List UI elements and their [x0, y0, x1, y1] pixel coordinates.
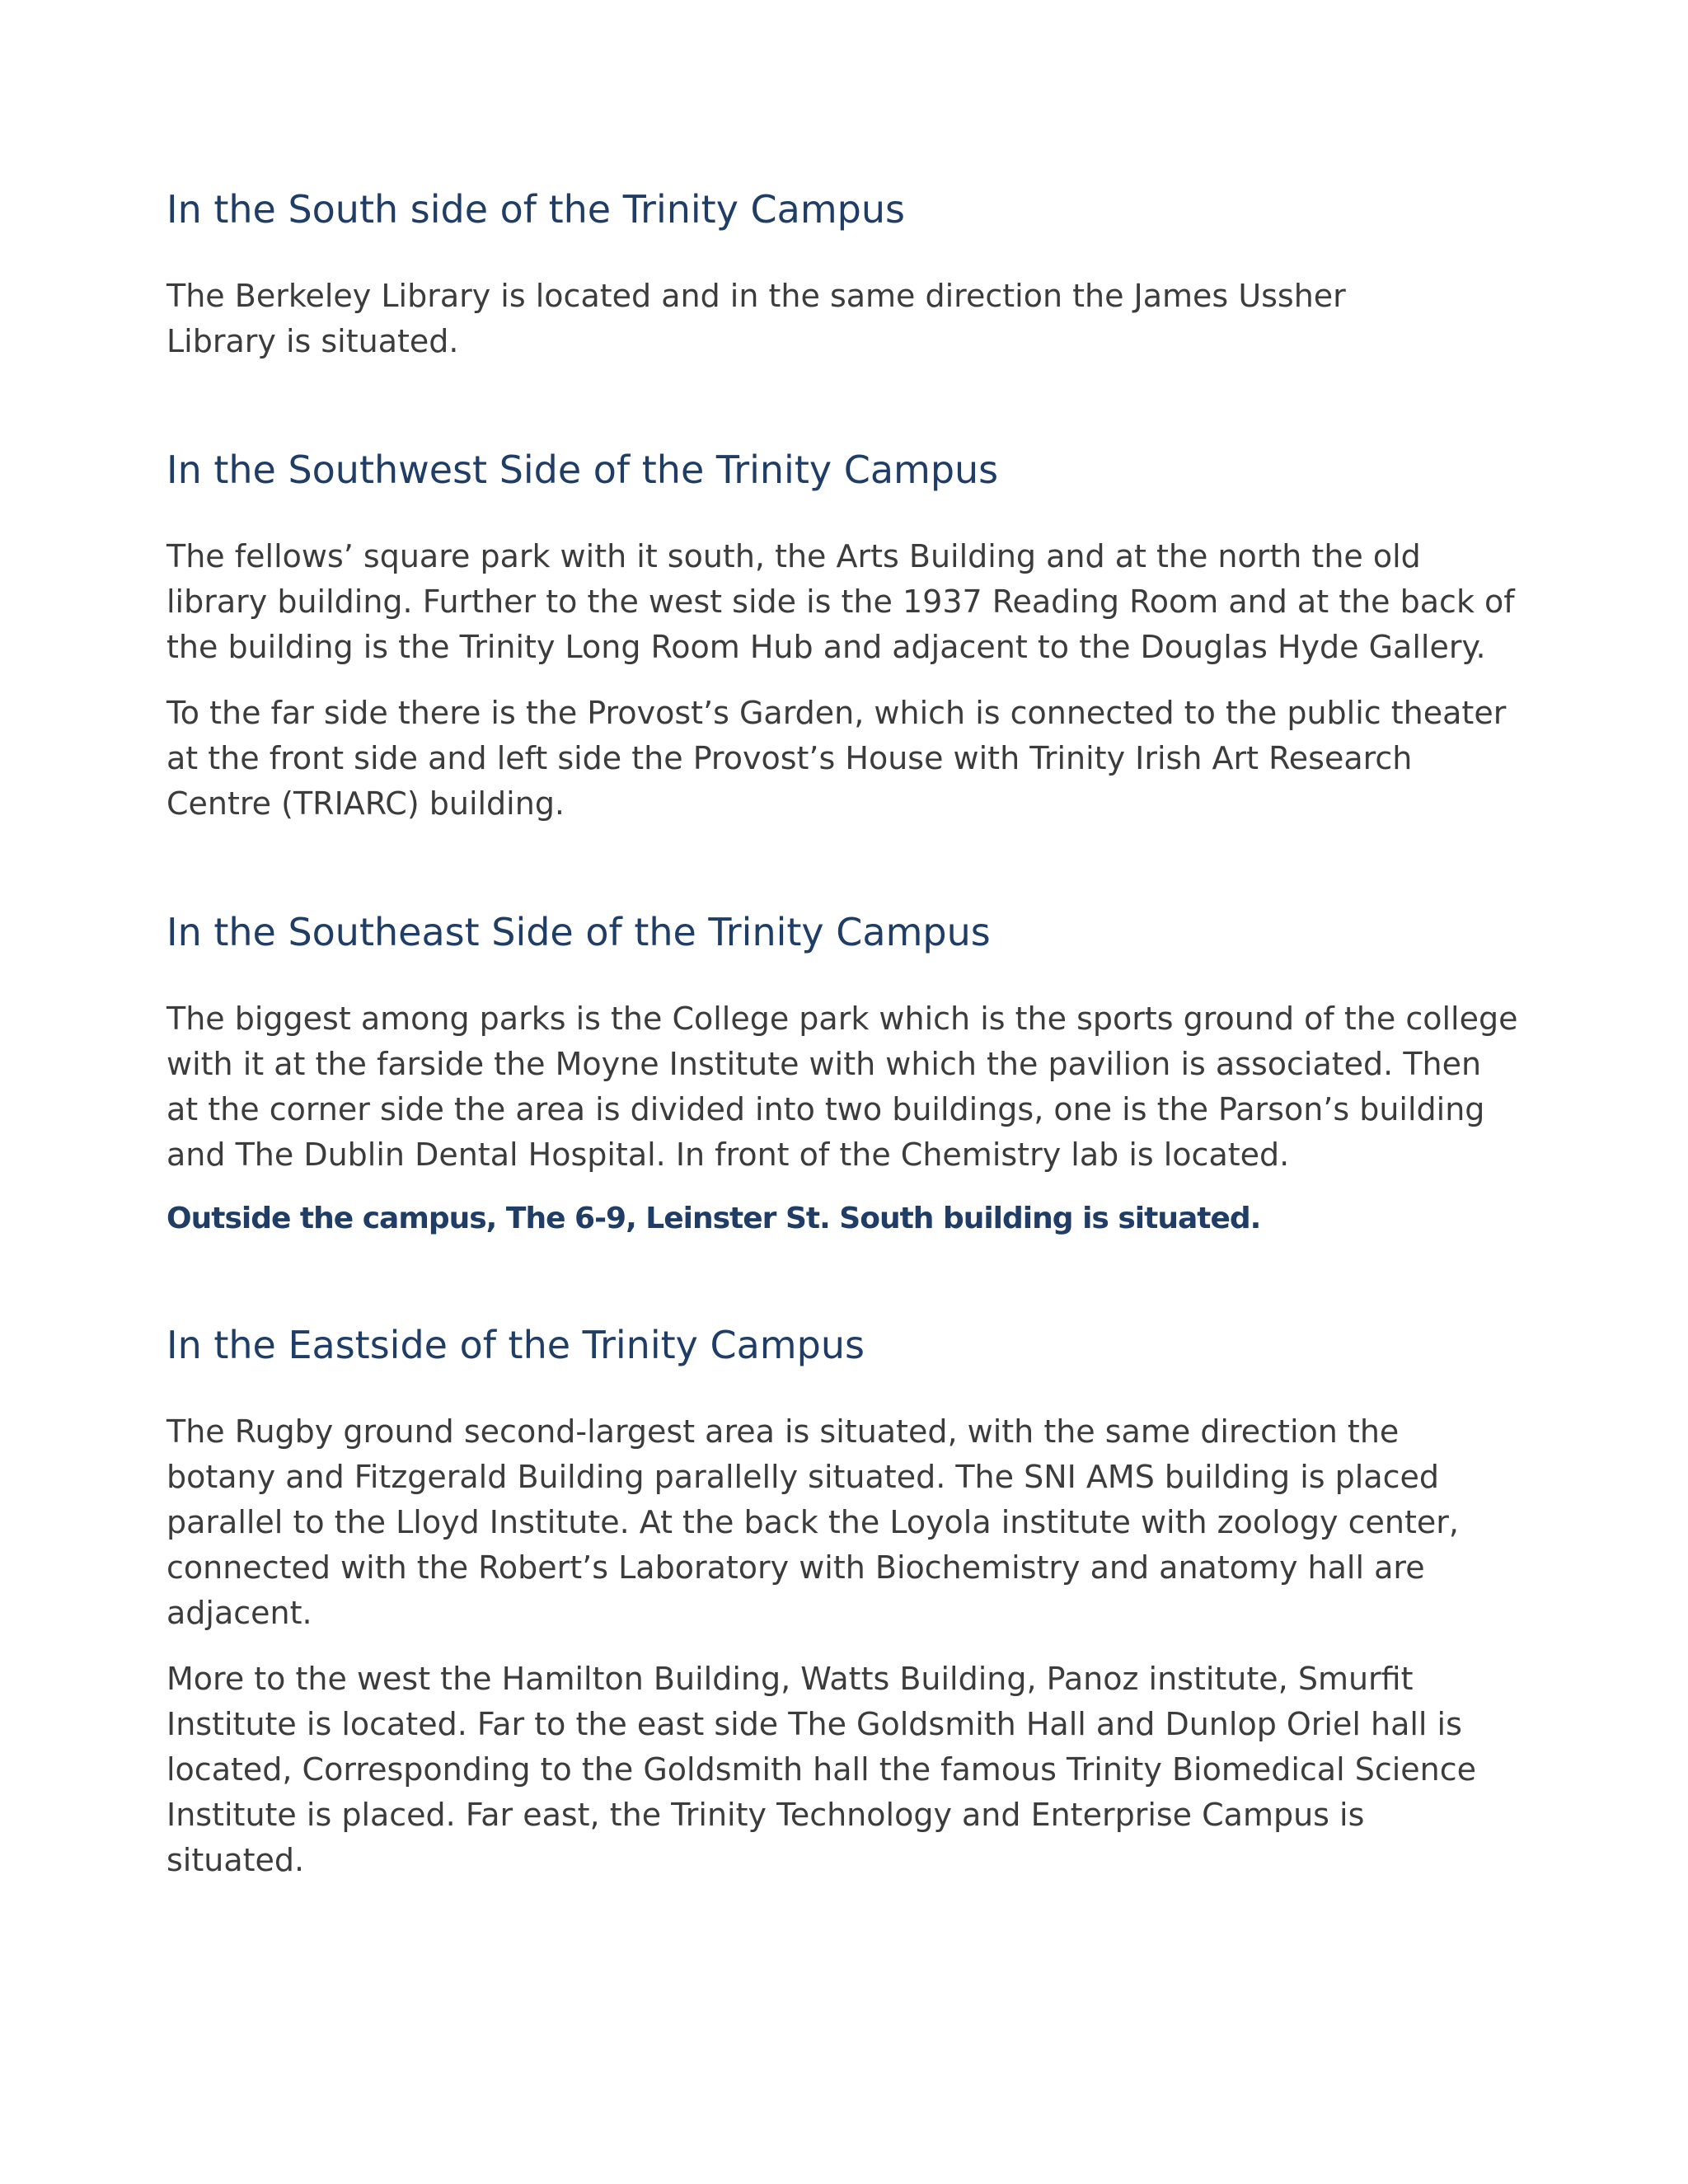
paragraph: The Rugby ground second-largest area is situated, with the same direction the botany and Fitzgerald Building parallelly situated. The SNI AMS building is placed parallel to the Lloyd Institute. At the back the Loyola institute with zoology center, connected with the Robert’s Laboratory with Biochemistry and anatomy hall are adjacent. [166, 1413, 1459, 1631]
section-heading: In the South side of the Trinity Campus [166, 187, 905, 232]
section-southeast [166, 909, 1535, 1240]
paragraph: To the far side there is the Provost’s Garden, which is connected to the public theater at the front side and left side the Provost’s House with Trinity Irish Art Research Centre (TRIARC) building. [166, 695, 1507, 822]
section-south [166, 186, 1535, 364]
paragraph: The fellows’ square park with it south, the Arts Building and at the north the old library building. Further to the west side is the 1937 Reading Room and at the back of the building is the Trinity Long Room Hub and adjacent to the Douglas Hyde Gallery. [166, 538, 1515, 665]
section-heading: In the Southeast Side of the Trinity Campus [166, 910, 991, 954]
section-heading: In the Eastside of the Trinity Campus [166, 1323, 865, 1367]
outside-campus-note: Outside the campus, The 6-9, Leinster St. South building is situated. [166, 1202, 1261, 1235]
document-body [166, 186, 1535, 1883]
paragraph: The biggest among parks is the College park which is the sports ground of the college with it at the farside the Moyne Institute with which the pavilion is associated. Then at the corner side the area is divided into two buildings, one is the Parson’s building and The Dublin Dental Hospital. In front of the Chemistry lab is located. [166, 1001, 1518, 1173]
section-east [166, 1322, 1535, 1883]
section-heading: In the Southwest Side of the Trinity Campus [166, 448, 999, 492]
paragraph: The Berkeley Library is located and in the same direction the James Ussher Library is situated. [166, 278, 1346, 359]
paragraph: More to the west the Hamilton Building, Watts Building, Panoz institute, Smurfit Institute is located. Far to the east side The Goldsmith Hall and Dunlop Oriel hall is located, Corresponding to the Goldsmith hall the famous Trinity Biomedical Science Institute is placed. Far east, the Trinity Technology and Enterprise Campus is situated. [166, 1661, 1477, 1878]
section-southwest [166, 447, 1535, 827]
